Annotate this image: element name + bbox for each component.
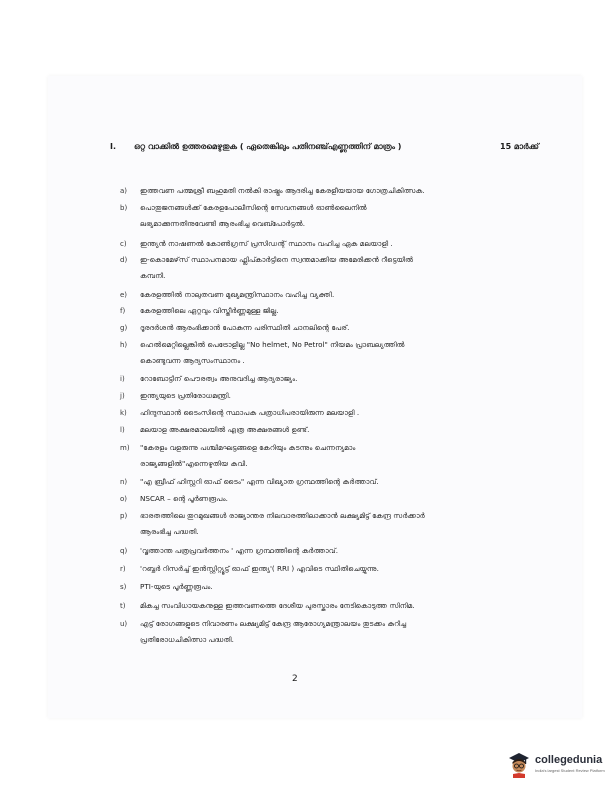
item-text bbox=[140, 287, 530, 303]
item-text bbox=[140, 474, 530, 490]
item-label: h) bbox=[120, 341, 128, 349]
item-label: g) bbox=[120, 324, 128, 332]
item-text-line: NSCAR – ന്റെ പൂർണരൂപം. bbox=[140, 494, 228, 503]
item-text bbox=[140, 236, 530, 252]
item-text-line: ഹിന്ദുസ്ഥാൻ ടൈംസിന്റെ സ്ഥാപക പത്രാധിപരായിരുന്ന മലയാളി . bbox=[140, 408, 360, 417]
item-text-line: കമ്പനി. bbox=[140, 271, 166, 280]
item-label: u) bbox=[120, 620, 128, 628]
item-text bbox=[140, 183, 530, 199]
item-text-line: ഇത്തവണ പത്മശ്രീ ബഹുമതി നൽകി രാഷ്ട്രം ആദരിച്ച കേരളീയയായ ഗോത്രചികിത്സക. bbox=[140, 186, 425, 195]
item-text-line: പൊതുജനങ്ങൾക്ക് കേരളപോലീസിന്റെ സേവനങ്ങൾ ഓൺലൈനിൽ bbox=[140, 203, 367, 212]
graduate-mascot-icon bbox=[507, 752, 531, 778]
item-text bbox=[140, 598, 530, 614]
item-text-line: ഭാരതത്തിലെ തുറമുഖങ്ങൾ രാജ്യാന്തര നിലവാരത്തിലാക്കാൻ ലക്ഷ്യമിട്ട് കേന്ദ്ര സർക്കാർ bbox=[140, 511, 425, 520]
item-text bbox=[140, 422, 530, 438]
item-label: d) bbox=[120, 256, 128, 264]
item-label: i) bbox=[120, 375, 125, 383]
item-label: t) bbox=[120, 602, 126, 610]
item-text-line: കേരളത്തിലെ ഏറ്റവും വിസ്തീർണ്ണമുള്ള ജില്ല. bbox=[140, 306, 279, 315]
item-text bbox=[140, 543, 530, 559]
item-text-line: ഇന്ത്യയുടെ പ്രതിരോധമന്ത്രി. bbox=[140, 391, 231, 400]
item-text-line: "എ ബ്രീഫ് ഹിസ്റ്ററി ഓഫ് ടൈം" എന്ന വിഖ്യാത ഗ്രന്ഥത്തിന്റെ കർത്താവ്. bbox=[140, 477, 379, 486]
item-text bbox=[140, 371, 530, 387]
item-text bbox=[140, 337, 530, 369]
item-text bbox=[140, 252, 530, 284]
item-text-line: ഇന്ത്യൻ നാഷണൽ കോൺഗ്രസ് പ്രസിഡന്റ് സ്ഥാനം വഹിച്ച ഏക മലയാളി . bbox=[140, 239, 393, 248]
item-text-line: PTI-യുടെ പൂർണ്ണരൂപം. bbox=[140, 582, 213, 591]
item-text-line: ദൂരദർശൻ ആരംഭിക്കാൻ പോകുന്ന പരിസ്ഥിതി ചാനലിന്റെ പേര്. bbox=[140, 323, 350, 332]
item-label: j) bbox=[120, 392, 125, 400]
question-instruction: ഒറ്റ വാക്കിൽ ഉത്തരമെഴുതുക ( ഏതെങ്കിലും പതിനഞ്ച്എണ്ണത്തിന് മാത്രം ) bbox=[134, 142, 402, 151]
item-text-line: ആരംഭിച്ച പദ്ധതി. bbox=[140, 527, 199, 536]
item-label: a) bbox=[120, 187, 128, 195]
item-text-line: മലയാള അക്ഷരമാലയിൽ എത്ര അക്ഷരങ്ങൾ ഉണ്ട്. bbox=[140, 425, 310, 434]
item-text-line: കേരളത്തിൽ നാലുതവണ മുഖ്യമന്ത്രിസ്ഥാനം വഹിച്ച വ്യക്തി. bbox=[140, 290, 335, 299]
item-label: k) bbox=[120, 409, 127, 417]
item-text bbox=[140, 303, 530, 319]
item-text-line: രാജ്യങ്ങളിൽ"എന്നെഴുതിയ കവി. bbox=[140, 459, 248, 468]
item-text bbox=[140, 579, 530, 595]
item-text-line: 'വൃത്താന്ത പത്രപ്രവർത്തനം ' എന്ന ഗ്രന്ഥത്തിന്റെ കർത്താവ്. bbox=[140, 546, 339, 555]
item-text bbox=[140, 491, 530, 507]
item-label: p) bbox=[120, 512, 128, 520]
logo-brand: collegedunia bbox=[535, 754, 603, 766]
item-text-line: റോബോട്ടിന് പൌരത്വം അനുവദിച്ച ആദ്യരാജ്യം. bbox=[140, 374, 298, 383]
item-text-line: പ്രതിരോധചികിത്സാ പദ്ധതി. bbox=[140, 635, 234, 644]
item-text bbox=[140, 508, 530, 540]
question-marks: 15 മാർക്ക് bbox=[500, 142, 539, 151]
item-label: l) bbox=[120, 426, 125, 434]
item-text-line: 'റബ്ബർ റിസർച്ച് ഇൻസ്റ്റിറ്റ്യൂട്ട് ഓഫ് ഇന്ത്യ'( RRI ) എവിടെ സ്ഥിതിചെയ്യുന്നു. bbox=[140, 564, 379, 573]
item-text-line: മികച്ച സംവിധായകനുള്ള ഇത്തവണത്തെ ദേശീയ പുരസ്കാരം നേടികൊടുത്ത സിനിമ. bbox=[140, 601, 415, 610]
item-text-line: ലഭ്യമാക്കുന്നതിനുവേണ്ടി ആരംഭിച്ച വെബ്പോർട്ടൽ. bbox=[140, 219, 306, 228]
item-label: c) bbox=[120, 240, 127, 248]
item-label: f) bbox=[120, 307, 126, 315]
logo-tagline: India's largest Student Review Platform bbox=[535, 768, 605, 773]
item-label: b) bbox=[120, 204, 128, 212]
item-text bbox=[140, 616, 530, 648]
item-label: q) bbox=[120, 547, 128, 555]
item-text bbox=[140, 405, 530, 421]
item-label: m) bbox=[120, 444, 130, 452]
item-label: o) bbox=[120, 495, 128, 503]
item-text bbox=[140, 320, 530, 336]
item-label: s) bbox=[120, 583, 127, 591]
question-number: I. bbox=[110, 142, 117, 151]
item-text bbox=[140, 440, 530, 472]
item-text-line: കൊണ്ടുവന്ന ആദ്യസംസ്ഥാനം . bbox=[140, 356, 245, 365]
item-text bbox=[140, 388, 530, 404]
item-text-line: എട്ട് രോഗങ്ങളുടെ നിവാരണം ലക്ഷ്യമിട്ട് കേന്ദ്ര ആരോഗ്യമന്ത്രാലയം തുടക്കം കുറിച്ച bbox=[140, 619, 407, 628]
item-text bbox=[140, 200, 530, 232]
item-text-line: ഇ-കൊമേഴ്‌സ് സ്ഥാപനമായ ഫ്ലിപ്കാർട്ടിനെ സ്വന്തമാക്കിയ അമേരിക്കൻ റീട്ടെയിൽ bbox=[140, 255, 414, 264]
item-label: r) bbox=[120, 565, 126, 573]
item-text-line: ഹെൽമെറ്റില്ലെങ്കിൽ പെട്രോളില്ല "No helmet, No Petrol" നിയമം പ്രാബല്യത്തിൽ bbox=[140, 340, 405, 349]
collegedunia-logo bbox=[507, 752, 607, 782]
item-label: e) bbox=[120, 291, 128, 299]
page-number: 2 bbox=[292, 674, 298, 684]
item-text-line: "കേരളം വളരുന്നു പശ്ചിമഘട്ടങ്ങളെ കേറിയും കടന്നും ചെന്നന്യമാം bbox=[140, 443, 356, 452]
item-text bbox=[140, 561, 530, 577]
item-label: n) bbox=[120, 478, 128, 486]
